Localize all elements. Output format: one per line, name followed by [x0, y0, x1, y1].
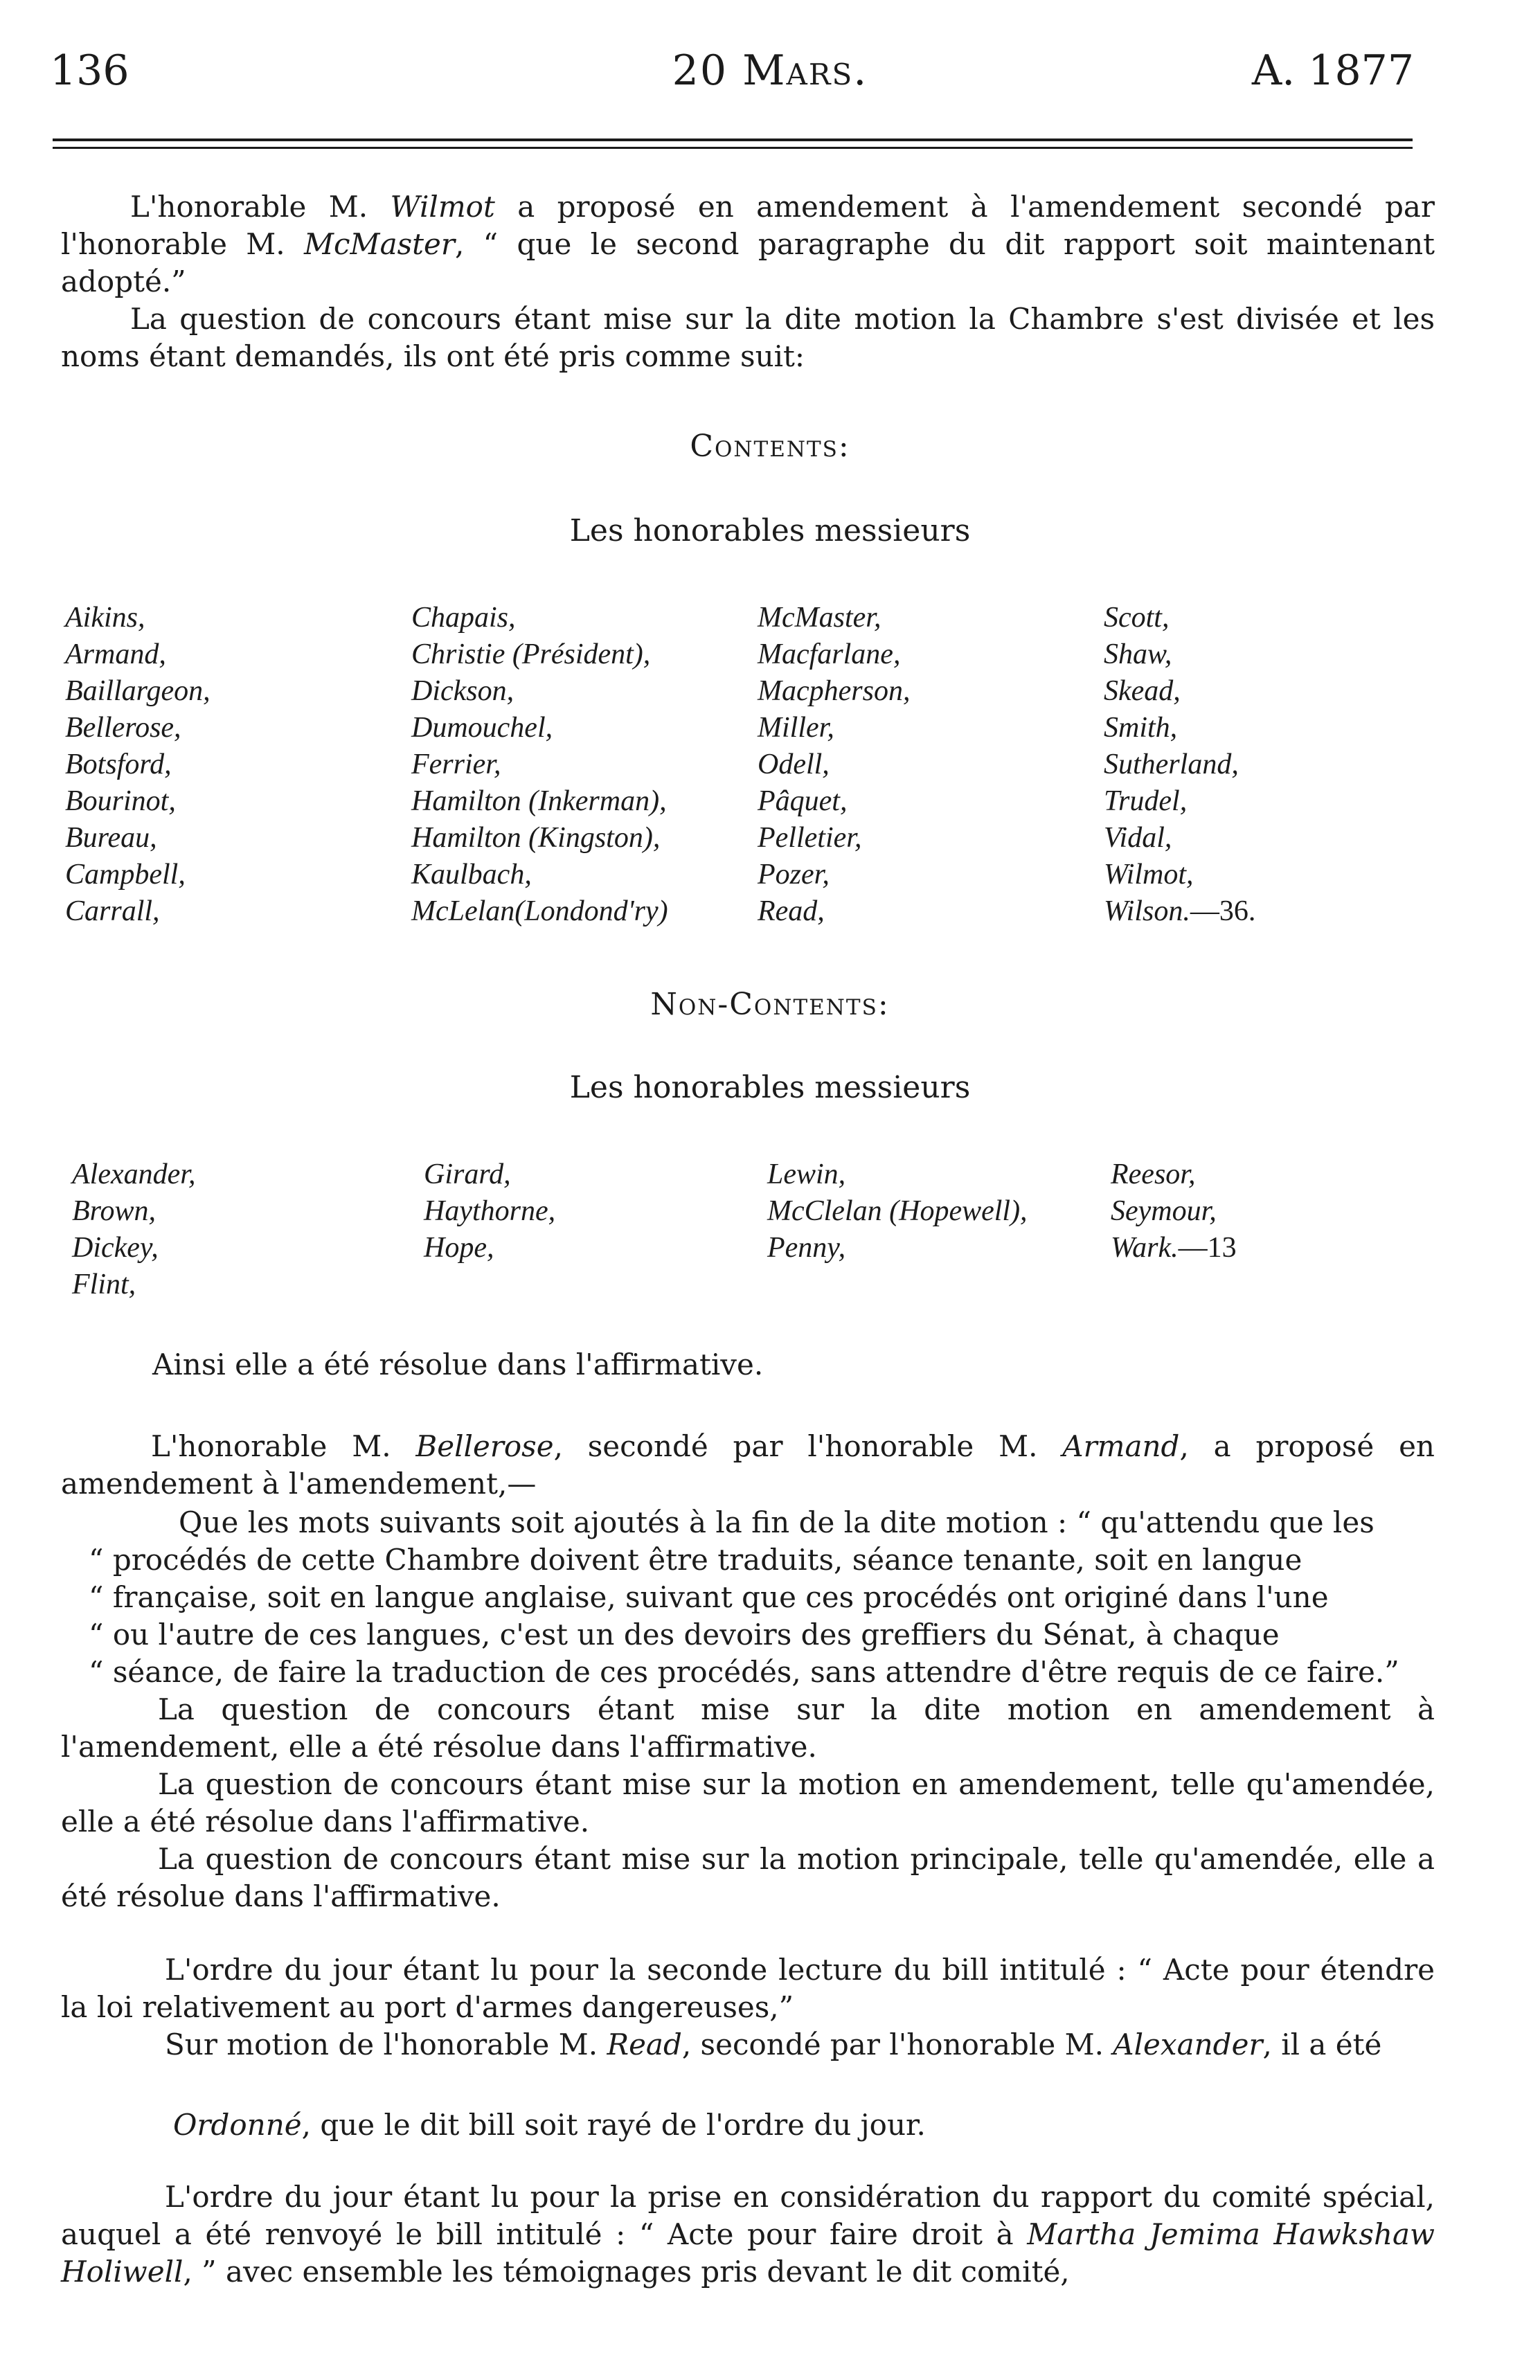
member-name: Armand,: [65, 638, 166, 670]
member-name: Wilson.—36.: [1104, 895, 1256, 927]
member-name: Sutherland,: [1104, 749, 1239, 780]
quote-line: “ séance, de faire la traduction de ces procédés, sans attendre d'être requis de ce faire.”: [89, 1655, 1399, 1689]
member-name: Botsford,: [65, 749, 172, 780]
paragraph-question-amendment: La question de concours étant mise sur la dite motion en amendement à l'amendement, elle a été résolue dans l'affirmative.: [61, 1692, 1435, 1764]
quote-line: “ ou l'autre de ces langues, c'est un des devoirs des greffiers du Sénat, à chaque: [89, 1618, 1280, 1652]
member-name: Haythorne,: [424, 1195, 556, 1227]
paragraph-order-of-day: L'ordre du jour étant lu pour la seconde lecture du bill intitulé : “ Acte pour étendre la loi relativement au port d'armes dangereuses,”: [61, 1953, 1435, 2024]
member-name: Hope,: [424, 1232, 494, 1264]
non-contents-heading: Non-Contents:: [650, 987, 890, 1022]
member-name: Seymour,: [1111, 1195, 1217, 1227]
quote-line: “ procédés de cette Chambre doivent être traduits, séance tenante, soit en langue: [89, 1543, 1302, 1577]
member-name: Wark.—13: [1111, 1232, 1237, 1264]
member-name: Smith,: [1104, 712, 1178, 744]
member-name: Read,: [758, 895, 825, 927]
non-contents-column-3: [767, 1156, 1028, 1267]
member-name: Bellerose,: [65, 712, 181, 744]
non-contents-column-1: [72, 1156, 195, 1303]
member-name: Skead,: [1104, 675, 1181, 707]
paragraph-question-amended: La question de concours étant mise sur la motion en amendement, telle qu'amendée, elle a été résolue dans l'affirmative.: [61, 1767, 1435, 1838]
member-name: Dickson,: [411, 675, 514, 707]
member-name: Macpherson,: [758, 675, 911, 707]
member-name: Hamilton (Kingston),: [411, 822, 661, 854]
paragraph-special-committee: L'ordre du jour étant lu pour la prise en considération du rapport du comité spécial, auquel a été renvoyé le bill intitulé : “ Acte pour faire droit à Martha Jemima Hawkshaw Holiwell, ” avec ensemble les témoignages pris devant le dit comité,: [61, 2180, 1435, 2289]
contents-total: —36.: [1190, 895, 1256, 927]
member-name: Carrall,: [65, 895, 160, 927]
member-name: Alexander,: [72, 1158, 196, 1190]
contents-heading: Contents:: [690, 429, 850, 464]
non-contents-total: —13: [1178, 1232, 1237, 1264]
member-name: Ferrier,: [411, 749, 501, 780]
paragraph-division: La question de concours étant mise sur la dite motion la Chambre s'est divisée et les noms étant demandés, ils ont été pris comme suit:: [61, 302, 1435, 373]
contents-column-2: [411, 600, 668, 930]
quote-line: “ française, soit en langue anglaise, suivant que ces procédés ont originé dans l'une: [89, 1580, 1329, 1614]
contents-column-4: [1104, 600, 1255, 930]
paragraph-motion-read: Sur motion de l'honorable M. Read, secondé par l'honorable M. Alexander, il a été: [165, 2028, 1382, 2061]
member-name: Vidal,: [1104, 822, 1172, 854]
non-contents-column-4: [1111, 1156, 1237, 1267]
non-contents-subheading: Les honorables messieurs: [569, 1070, 971, 1105]
contents-column-3: [758, 600, 910, 930]
contents-column-1: [65, 600, 211, 930]
member-name: Campbell,: [65, 859, 186, 891]
contents-subheading: Les honorables messieurs: [569, 513, 971, 548]
member-name: Shaw,: [1104, 638, 1172, 670]
page-number: 136: [50, 46, 129, 95]
member-name: Bourinot,: [65, 785, 176, 817]
member-name: McMaster,: [758, 602, 881, 634]
amendment-quote: [61, 1504, 1467, 1691]
member-name: Dumouchel,: [411, 712, 553, 744]
member-name: Pelletier,: [758, 822, 862, 854]
page-year: A. 1877: [1251, 46, 1414, 95]
paragraph-question-main: La question de concours étant mise sur la motion principale, telle qu'amendée, elle a été résolue dans l'affirmative.: [61, 1842, 1435, 1913]
member-name: Penny,: [767, 1232, 846, 1264]
member-name: Macfarlane,: [758, 638, 901, 670]
member-name: Dickey,: [72, 1232, 159, 1264]
member-name: Bureau,: [65, 822, 157, 854]
member-name: Kaulbach,: [411, 859, 532, 891]
member-name: Trudel,: [1104, 785, 1188, 817]
member-name: Girard,: [424, 1158, 511, 1190]
member-name: Reesor,: [1111, 1158, 1196, 1190]
member-name: Chapais,: [411, 602, 516, 634]
paragraph-ordered: Ordonné, que le dit bill soit rayé de l'ordre du jour.: [173, 2108, 926, 2142]
member-name: Pozer,: [758, 859, 830, 891]
member-name: McLelan(Londond'ry): [411, 895, 668, 927]
member-name: Scott,: [1104, 602, 1170, 634]
member-name: Lewin,: [767, 1158, 846, 1190]
header-rule: [53, 138, 1413, 141]
member-name: Brown,: [72, 1195, 156, 1227]
member-name: McClelan (Hopewell),: [767, 1195, 1028, 1227]
member-name: Odell,: [758, 749, 830, 780]
paragraph-bellerose-amendment: L'honorable M. Bellerose, secondé par l'honorable M. Armand, a proposé en amendement à l'amendement,—: [61, 1429, 1435, 1501]
quote-line: Que les mots suivants soit ajoutés à la fin de la dite motion : “ qu'attendu que les: [179, 1505, 1375, 1539]
paragraph-wilmot-amendment: L'honorable M. Wilmot a proposé en amendement à l'amendement secondé par l'honorable M. McMaster, “ que le second paragraphe du dit rapport soit maintenant adopté.”: [61, 190, 1435, 298]
member-name: Baillargeon,: [65, 675, 211, 707]
member-name: Hamilton (Inkerman),: [411, 785, 667, 817]
member-name: Christie (Président),: [411, 638, 651, 670]
page-date: 20 Mars.: [672, 46, 868, 95]
member-name: Flint,: [72, 1269, 136, 1300]
non-contents-column-2: [424, 1156, 555, 1267]
header-rule-second: [53, 147, 1413, 149]
member-name: Pâquet,: [758, 785, 848, 817]
member-name: Aikins,: [65, 602, 145, 634]
result-affirmative: Ainsi elle a été résolue dans l'affirmative.: [152, 1348, 764, 1381]
member-name: Wilmot,: [1104, 859, 1194, 891]
member-name: Miller,: [758, 712, 834, 744]
